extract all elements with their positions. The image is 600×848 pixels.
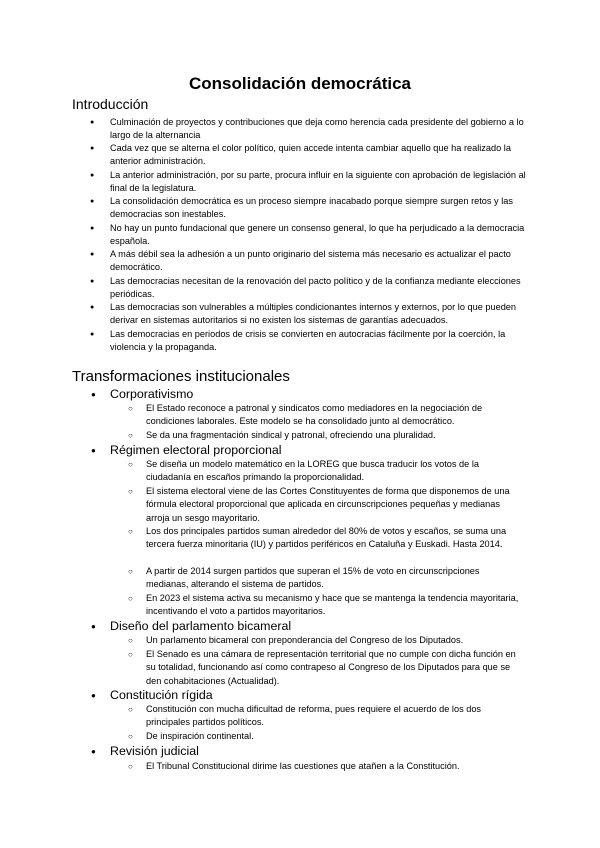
topic-corporativismo: ● Corporativismo — [110, 387, 193, 402]
topic-detail: ○ El sistema electoral viene de las Cortes Constituyentes de forma que disponemos de una fórmula electoral proporcional que aplicada en circunscripciones pequeñas y medianas arroja un sesgo mayoritario. — [146, 485, 521, 525]
intro-bullet: ● Las democracias necesitan de la renovación del pacto político y de la confianza mediante elecciones periódicas. — [110, 275, 530, 302]
topic-constitucion-rigida: ● Constitución rígida — [110, 688, 213, 703]
topic-detail: ○ Se da una fragmentación sindical y patronal, ofreciendo una pluralidad. — [146, 429, 521, 442]
intro-bullet: ● La consolidación democrática es un proceso siempre inacabado porque siempre surgen retos y las democracias son inestables. — [110, 195, 530, 222]
topic-regimen-electoral: ● Régimen electoral proporcional — [110, 443, 282, 458]
intro-bullet: ● La anterior administración, por su parte, procura influir en la siguiente con aprobación de legislación al final de la legislatura. — [110, 169, 530, 196]
intro-bullet: ● Cada vez que se alterna el color político, quien accede intenta cambiar aquello que ha realizado la anterior administración. — [110, 142, 530, 169]
topic-detail: ○ En 2023 el sistema activa su mecanismo y hace que se mantenga la tendencia mayoritaria, incentivando el voto a partidos mayoritarios. — [146, 592, 521, 619]
section-heading-introduccion: Introducción — [72, 96, 149, 112]
topic-revision-judicial: ● Revisión judicial — [110, 744, 199, 759]
topic-parlamento-bicameral: ● Diseño del parlamento bicameral — [110, 619, 291, 634]
intro-bullet: ● No hay un punto fundacional que genere un consenso general, lo que ha perjudicado a la democracia española. — [110, 222, 530, 249]
topic-detail: ○ El Estado reconoce a patronal y sindicatos como mediadores en la negociación de condiciones laborales. Este modelo se ha consolidado junto al democrático. — [146, 402, 521, 429]
topic-detail: ○ Constitución con mucha dificultad de reforma, pues requiere el acuerdo de los dos principales partidos políticos. — [146, 703, 521, 730]
topic-detail: ○ El Senado es una cámara de representación territorial que no cumple con dicha función en su totalidad, funcionando así como contrapeso al Congreso de los Diputados para que se den cohabitaciones (Actualidad). — [146, 648, 521, 688]
topic-detail: ○ De inspiración continental. — [146, 730, 521, 743]
intro-bullet: ● Las democracias en periodos de crisis se convierten en autocracias fácilmente por la coerción, la violencia y la propaganda. — [110, 328, 530, 355]
topic-detail: ○ Se diseña un modelo matemático en la LOREG que busca traducir los votos de la ciudadanía en escaños primando la proporcionalidad. — [146, 458, 521, 485]
topic-detail: ○ Los dos principales partidos suman alrededor del 80% de votos y escaños, se suma una tercera fuerza minoritaria (IU) y partidos periféricos en Cataluña y Euskadi. Hasta 2014. — [146, 525, 521, 552]
intro-bullet: ● Las democracias son vulnerables a múltiples condicionantes internos y externos, por lo que pueden derivar en sistemas autoritarios si no existen los sistemas de garantías adecuados. — [110, 301, 530, 328]
intro-bullet: ● Culminación de proyectos y contribuciones que deja como herencia cada presidente del gobierno a lo largo de la alternancia — [110, 116, 530, 143]
intro-bullet: ● A más débil sea la adhesión a un punto originario del sistema más necesario es actualizar el pacto democrático. — [110, 248, 530, 275]
topic-detail: ○ Un parlamento bicameral con preponderancia del Congreso de los Diputados. — [146, 634, 521, 647]
topic-detail: ○ A partir de 2014 surgen partidos que superan el 15% de voto en circunscripciones medianas, alterando el sistema de partidos. — [146, 565, 521, 592]
section-heading-transformaciones: Transformaciones institucionales — [72, 368, 290, 385]
topic-detail: ○ El Tribunal Constitucional dirime las cuestiones que atañen a la Constitución. — [146, 760, 521, 773]
document-title: Consolidación democrática — [189, 74, 411, 93]
